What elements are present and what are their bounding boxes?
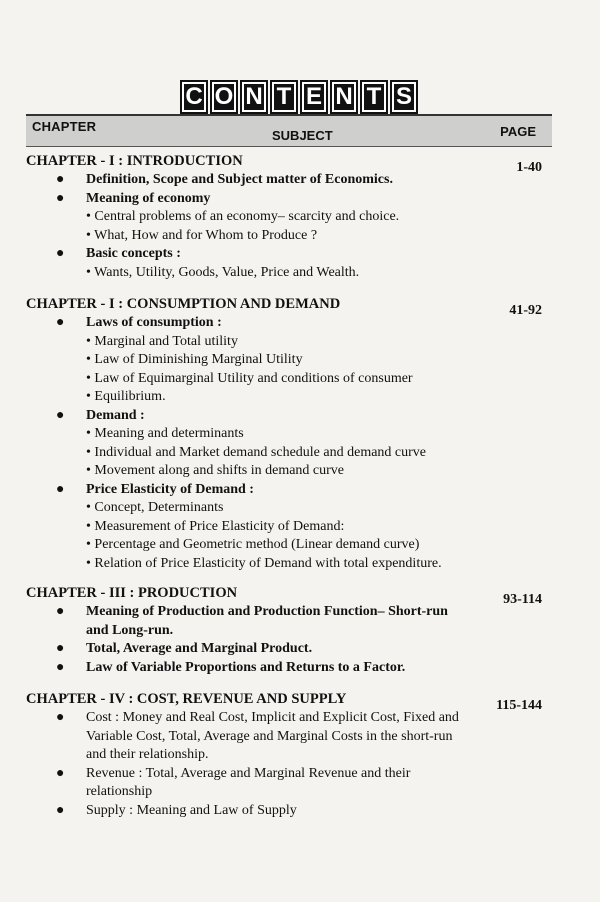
title-letter: E [300,80,328,114]
chapter-title: CHAPTER - IV : COST, REVENUE AND SUPPLY [26,691,347,707]
sub-item: • Movement along and shifts in demand curve [86,463,345,478]
sub-item: • Central problems of an economy– scarcity and choice. [86,209,400,224]
list-item: ● Total, Average and Marginal Product. [26,640,552,659]
list-item: ● Basic concepts : [26,245,552,264]
list-item: ● Cost : Money and Real Cost, Implicit and Explicit Cost, Fixed and Variable Cost, Total, Average and Marginal Costs in the short-run and their relationship. [56,710,459,762]
chapter-pages: 93-114 [503,592,542,607]
title-letter: O [210,80,238,114]
sub-item: • Relation of Price Elasticity of Demand with total expenditure. [86,555,442,571]
bullet-icon: ● [56,407,65,423]
chapter-heading [26,152,552,175]
sub-item: • Percentage and Geometric method (Linear demand curve) [86,537,420,552]
bullet-icon: ● [56,604,65,619]
header-subject: SUBJECT [272,128,333,143]
bullet-icon: ● [56,172,65,187]
chapter-heading [26,690,552,713]
list-item: ● Meaning of Production and Production Function– Short-run and Long-run. [56,604,448,638]
chapter-2 [26,295,552,573]
sub-item: • Measurement of Price Elasticity of Demand: [86,518,345,534]
chapter-1 [26,152,552,282]
sub-item: • Law of Diminishing Marginal Utility [86,352,303,367]
bullet-icon: ● [56,315,65,330]
table-header [26,114,552,147]
chapter-heading [26,584,552,607]
title-letter: N [240,80,268,114]
list-item: ● Revenue : Total, Average and Marginal Revenue and their relationship [56,765,411,799]
title-letter: C [180,80,208,114]
chapter-4 [26,690,552,820]
chapter-pages: 1-40 [516,160,542,175]
title-letter: S [390,80,418,114]
chapter-pages: 41-92 [509,303,542,318]
chapter-pages: 115-144 [496,698,542,713]
chapter-3 [26,584,552,677]
header-page: PAGE [500,124,536,139]
sub-item: • What, How and for Whom to Produce ? [86,227,318,243]
list-item: ● Price Elasticity of Demand : [26,481,552,500]
list-item: ● Meaning of economy [26,190,552,209]
bullet-icon: ● [56,765,65,781]
sub-item: • Law of Equimarginal Utility and conditions of consumer [86,370,413,386]
chapter-title: CHAPTER - I : INTRODUCTION [26,153,243,169]
title-letter: T [360,80,388,114]
bullet-icon: ● [56,481,65,497]
list-item: ● Supply : Meaning and Law of Supply [26,802,552,821]
contents-title [0,80,600,114]
title-letter: T [270,80,298,114]
bullet-icon: ● [56,641,65,656]
sub-item: • Concept, Determinants [86,500,224,515]
list-item: ● Demand : [26,407,552,426]
sub-item: • Individual and Market demand schedule and demand curve [86,444,427,460]
sub-item: • Marginal and Total utility [86,333,238,349]
list-item: ● Laws of consumption : [26,314,552,333]
title-letter: N [330,80,358,114]
bullet-icon: ● [56,659,65,675]
list-item: ● Law of Variable Proportions and Returns to a Factor. [26,659,552,678]
chapter-title: CHAPTER - III : PRODUCTION [26,585,238,601]
sub-item: • Wants, Utility, Goods, Value, Price and Wealth. [86,264,360,280]
chapter-heading [26,295,552,318]
bullet-icon: ● [56,710,65,725]
header-chapter: CHAPTER [32,119,97,134]
list-item: ● Definition, Scope and Subject matter of Economics. [26,171,552,190]
sub-item: • Equilibrium. [86,389,166,404]
chapter-title: CHAPTER - I : CONSUMPTION AND DEMAND [26,296,341,312]
bullet-icon: ● [56,246,65,261]
bullet-icon: ● [56,190,65,206]
bullet-icon: ● [56,802,65,818]
sub-item: • Meaning and determinants [86,426,244,441]
